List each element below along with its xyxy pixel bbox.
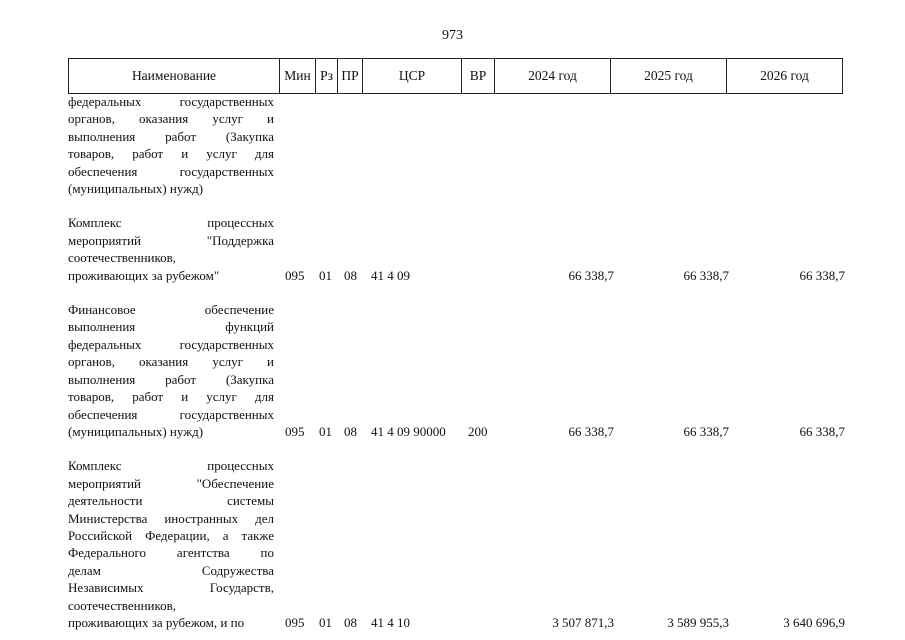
row-name [68,93,274,197]
row-name-line: мероприятий "Поддержка [68,232,274,248]
row-name-line: органов, оказания услуг и [68,354,274,370]
row-name-line: выполнения работ (Закупка [68,128,274,144]
table-row [68,93,274,197]
cell-y2026: 66 338,7 [799,423,845,439]
row-name-line: выполнения работ (Закупка [68,371,274,387]
cell-y2026: 3 640 696,9 [783,614,845,630]
table-row [68,301,845,440]
row-name-line: выполнения функций [68,319,274,335]
table-row [68,457,845,631]
cell-csr: 41 4 09 [371,267,410,283]
cell-min: 095 [285,614,305,630]
row-name-line: соотечественников, [68,250,177,266]
header-vr: ВР [462,59,495,94]
row-name-line: Федерального агентства по [68,545,274,561]
header-csr: ЦСР [363,59,462,94]
header-2025: 2025 год [611,59,727,94]
cell-y2024: 66 338,7 [568,423,614,439]
header-rz: Рз [316,59,338,94]
cell-rz: 01 [319,267,332,283]
row-name-line: (муниципальных) нужд) [68,423,204,439]
table-body [68,93,845,631]
row-name-line: товаров, работ и услуг для [68,146,274,162]
row-name-line: Министерства иностранных дел [68,510,274,526]
row-name-line: соотечественников, [68,597,177,613]
cell-y2025: 66 338,7 [683,267,729,283]
row-name-line: проживающих за рубежом" [68,267,220,283]
row-name-line: проживающих за рубежом, и по [68,614,245,630]
cell-min: 095 [285,423,305,439]
row-name-line: деятельности системы [68,493,274,509]
cell-csr: 41 4 10 [371,614,410,630]
row-name-line: Независимых Государств, [68,580,274,596]
row-name-line: (муниципальных) нужд) [68,181,204,197]
row-name-line: органов, оказания услуг и [68,111,274,127]
cell-min: 095 [285,267,305,283]
row-name-line: мероприятий "Обеспечение [68,475,274,491]
cell-y2025: 66 338,7 [683,423,729,439]
row-name [68,457,274,631]
header-2024: 2024 год [495,59,611,94]
row-name-line: Российской Федерации, а также [68,527,274,543]
cell-pr: 08 [344,267,357,283]
cell-y2024: 3 507 871,3 [552,614,614,630]
row-name-line: Финансовое обеспечение [68,302,274,318]
row-name-line: делам Содружества [68,562,274,578]
cell-csr: 41 4 09 90000 [371,423,446,439]
header-2026: 2026 год [727,59,843,94]
cell-rz: 01 [319,614,332,630]
row-name-line: обеспечения государственных [68,163,274,179]
row-name [68,301,274,440]
cell-y2026: 66 338,7 [799,267,845,283]
row-gap [68,284,274,301]
page-number: 973 [442,28,463,43]
cell-vr: 200 [468,423,488,439]
cell-rz: 01 [319,423,332,439]
table-header [68,58,843,94]
row-name [68,214,274,284]
header-name: Наименование [69,59,280,94]
header-pr: ПР [338,59,363,94]
table-row [68,214,845,284]
row-gap [68,197,274,214]
header-min: Мин [280,59,316,94]
row-name-line: товаров, работ и услуг для [68,389,274,405]
cell-pr: 08 [344,614,357,630]
cell-pr: 08 [344,423,357,439]
cell-y2024: 66 338,7 [568,267,614,283]
row-name-line: федеральных государственных [68,94,274,109]
row-name-line: Комплекс процессных [68,458,274,474]
row-gap [68,440,274,457]
row-name-line: федеральных государственных [68,336,274,352]
cell-y2025: 3 589 955,3 [667,614,729,630]
row-name-line: Комплекс процессных [68,215,274,231]
row-name-line: обеспечения государственных [68,406,274,422]
